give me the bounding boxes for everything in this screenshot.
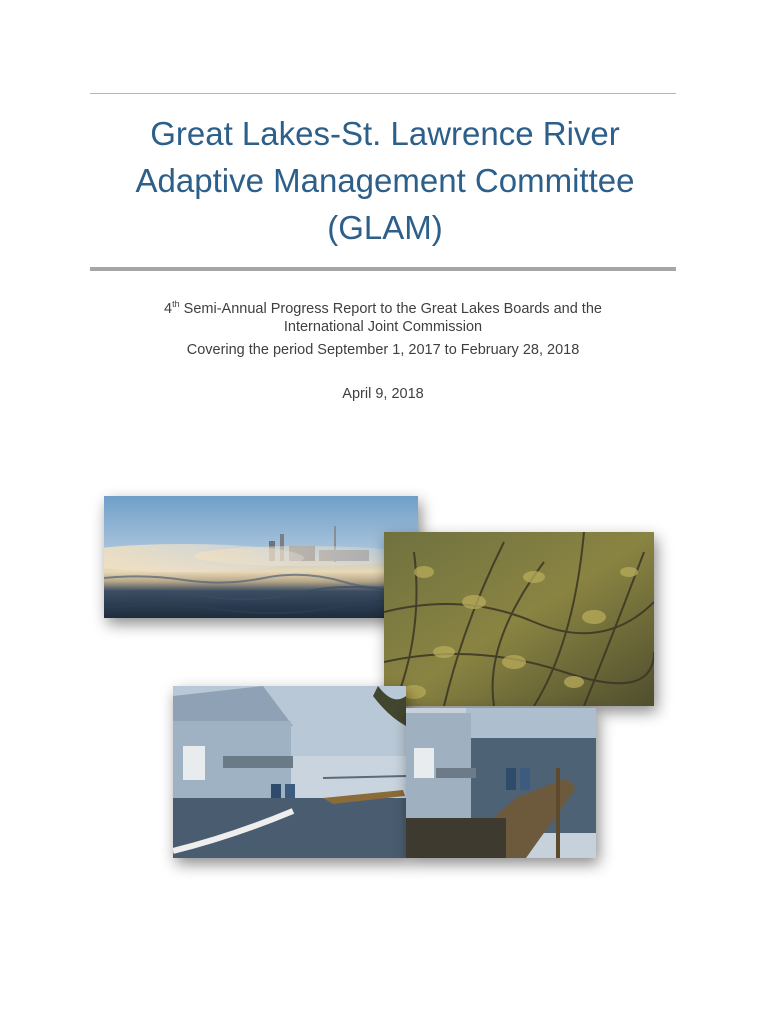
report-subtitle-line-2: International Joint Commission <box>283 319 483 335</box>
sea-smoke-photo <box>104 496 418 618</box>
flooded-marina-photo <box>173 686 406 858</box>
shrub-vegetation-photo <box>384 532 654 706</box>
marina-dock-photo <box>406 708 596 858</box>
top-rule <box>90 93 676 94</box>
report-period: Covering the period September 1, 2017 to February 28, 2018 <box>186 342 580 358</box>
title-line-2: Adaptive Management Committee <box>135 162 635 199</box>
report-title <box>60 110 710 251</box>
report-date: April 9, 2018 <box>342 386 424 402</box>
title-line-1: Great Lakes-St. Lawrence River <box>150 115 620 152</box>
title-line-3: (GLAM) <box>327 209 443 246</box>
report-ordinal-number: 4 <box>164 301 173 317</box>
report-subtitle-text: Semi-Annual Progress Report to the Great Lakes Boards and the <box>183 301 602 317</box>
title-divider <box>90 267 676 271</box>
report-ordinal-suffix: th <box>172 299 180 309</box>
